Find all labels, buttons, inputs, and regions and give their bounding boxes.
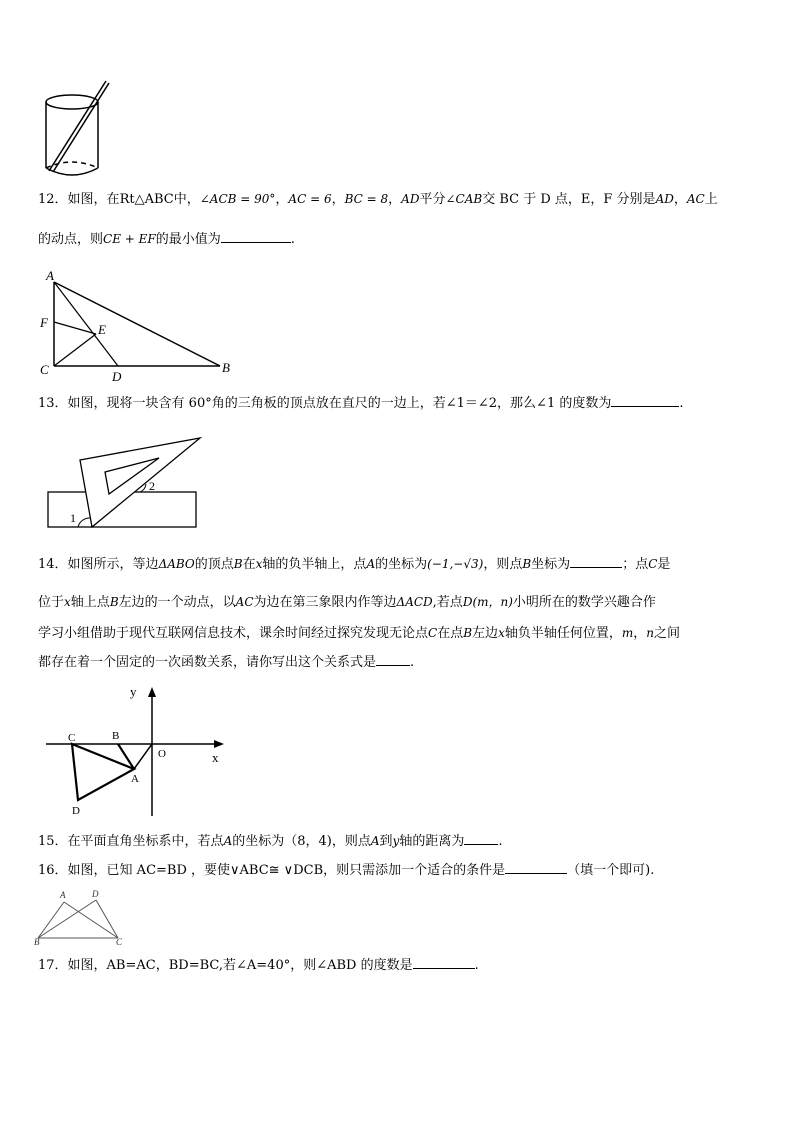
figure-14	[44, 684, 234, 820]
stick-line-2	[53, 83, 109, 172]
q14-text: 学习小组借助于现代互联网信息技术，课余时间经过探究发现无论点	[38, 626, 429, 641]
q14-text: 为边在第三象限内作等边	[253, 595, 397, 610]
q16-text: 如图，已知 AC=BD ，要使∨ABC≅ ∨DCB，则只需添加一个适合的条件是	[67, 863, 506, 878]
triangle-acd	[72, 744, 134, 800]
q17-end: .	[474, 958, 479, 973]
label-B: B	[222, 360, 230, 375]
q14-A: A	[366, 557, 376, 571]
q14-B: B	[109, 595, 119, 609]
q14-B: B	[233, 557, 243, 571]
q16-end: （填一个即可).	[567, 863, 655, 878]
question-13	[38, 389, 760, 419]
q12-text: 如图，在	[67, 192, 120, 207]
q14-text: 左边	[472, 626, 499, 641]
q14-m: m	[621, 626, 634, 640]
q15-end: .	[498, 834, 503, 849]
q14-text: 是	[657, 557, 671, 572]
q14-tri2: ΔACD	[396, 595, 433, 609]
q15-y: y	[392, 834, 400, 848]
q12-text: 平分	[419, 192, 446, 207]
q12-sep: ，	[275, 192, 289, 207]
x-axis-arrow	[214, 740, 224, 748]
q12-ad: AD	[401, 192, 420, 206]
q16-answer-blank[interactable]	[505, 859, 567, 874]
segment-ce	[54, 334, 96, 366]
q14-end: .	[410, 655, 415, 670]
q14-tri1: ΔABO	[158, 557, 195, 571]
label-y: y	[130, 684, 137, 699]
q14-D: D	[462, 595, 473, 609]
q14-text: ，则点	[483, 557, 523, 572]
label-B: B	[112, 730, 120, 742]
segment-ba	[38, 902, 64, 938]
q12-text: 的动点，则	[38, 232, 104, 247]
q16-number: 16．	[38, 863, 68, 878]
question-14-line4	[38, 648, 760, 678]
question-12	[38, 184, 760, 215]
q14-answer-blank-2[interactable]	[376, 651, 410, 666]
q14-x: x	[255, 557, 263, 571]
q12-sep: ，	[673, 192, 687, 207]
segment-ao	[134, 744, 152, 769]
q12-ad2: AD	[655, 192, 674, 206]
q14-text: 的顶点	[194, 557, 234, 572]
label-C: C	[116, 937, 123, 947]
q13-end: .	[679, 396, 684, 411]
q14-B: B	[463, 626, 473, 640]
label-B: B	[34, 937, 40, 947]
label-E: E	[98, 322, 106, 337]
q14-C: C	[648, 557, 658, 571]
label-D: D	[112, 369, 122, 384]
q14-x: x	[64, 595, 71, 609]
q13-text: 如图，现将一块含有 60°角的三角板的顶点放在直尺的一边上，若∠1＝∠2，那么∠1 的度数为	[67, 396, 612, 411]
figure-13	[46, 434, 206, 530]
q14-text: 左边的一个动点，以	[118, 595, 236, 610]
label-O: O	[158, 748, 166, 760]
q15-A: A	[370, 834, 380, 848]
q12-cond3: BC = 8	[344, 192, 389, 206]
q14-B: B	[522, 557, 532, 571]
q12-text: 交 BC 于 D 点，E，F 分别是	[482, 192, 656, 207]
q14-text: 坐标为	[531, 557, 571, 572]
label-A: A	[46, 268, 54, 283]
q12-expr: CE + EF	[103, 232, 156, 246]
label-x: x	[212, 750, 219, 765]
q12-end: .	[290, 232, 295, 247]
q12-cond1: ∠ACB = 90°	[199, 192, 276, 206]
question-12-line2	[38, 224, 760, 255]
q14-x: x	[498, 626, 505, 640]
q14-text: ；点	[622, 557, 649, 572]
q14-answer-blank-1[interactable]	[570, 553, 622, 568]
q12-sep: ，	[388, 192, 402, 207]
q14-text: 轴的负半轴上，点	[262, 557, 367, 572]
figure-12	[36, 268, 236, 384]
q17-answer-blank[interactable]	[413, 954, 475, 969]
q15-text: 的坐标为（8，4)，则点	[232, 834, 371, 849]
side-ab	[54, 282, 220, 366]
q14-text: ,若点	[432, 595, 463, 610]
q12-cond2: AC = 6	[288, 192, 332, 206]
q13-answer-blank[interactable]	[611, 392, 679, 407]
q12-text: 上	[704, 192, 718, 207]
q14-text: 的坐标为	[375, 557, 428, 572]
q15-number: 15．	[38, 834, 68, 849]
q14-text: ，	[633, 626, 647, 641]
question-14	[38, 549, 760, 580]
question-14-line3	[38, 618, 760, 649]
label-angle-2: 2	[149, 479, 155, 493]
segment-dc	[96, 900, 118, 938]
q12-ac: AC	[686, 192, 705, 206]
label-C: C	[40, 362, 49, 377]
segment-bd	[38, 900, 96, 938]
q14-text: 在	[242, 557, 256, 572]
question-17	[38, 951, 760, 981]
q14-text: 之间	[654, 626, 681, 641]
question-15	[38, 826, 760, 857]
q15-text: 在平面直角坐标系中，若点	[67, 834, 224, 849]
q12-answer-blank[interactable]	[221, 228, 291, 243]
q14-text: 如图所示，等边	[67, 557, 159, 572]
q17-number: 17．	[38, 958, 68, 973]
q14-number: 14．	[38, 557, 68, 572]
q15-A: A	[223, 834, 233, 848]
q15-answer-blank[interactable]	[464, 830, 498, 845]
q14-text: 小明所在的数学兴趣合作	[512, 595, 656, 610]
label-A: A	[131, 773, 139, 785]
label-D: D	[72, 805, 80, 817]
q13-number: 13．	[38, 396, 68, 411]
q14-text: 轴上点	[70, 595, 110, 610]
q14-text: 在点	[437, 626, 464, 641]
q12-text: 中，	[173, 192, 200, 207]
label-A: A	[60, 890, 66, 900]
q14-text: 位于	[38, 595, 65, 610]
q14-AC: AC	[235, 595, 254, 609]
segment-ac	[64, 902, 118, 938]
q14-n: n	[646, 626, 654, 640]
q14-C: C	[428, 626, 438, 640]
label-angle-1: 1	[70, 511, 76, 525]
label-C: C	[68, 732, 76, 744]
q12-text: 的最小值为	[155, 232, 221, 247]
q14-text: 轴负半轴任何位置，	[504, 626, 622, 641]
q12-cab: ∠CAB	[445, 192, 483, 206]
y-axis-arrow	[148, 687, 156, 697]
q15-text: 轴的距离为	[399, 834, 465, 849]
q14-text: 都存在着一个固定的一次函数关系，请你写出这个关系式是	[38, 655, 377, 670]
q14-mn: (m，n)	[472, 595, 513, 609]
q15-text: 到	[379, 834, 393, 849]
q17-text: 如图，AB=AC，BD=BC,若∠A=40°，则∠ABD 的度数是	[67, 958, 413, 973]
segment-ad	[54, 282, 118, 366]
q14-coord: (−1,−√3)	[427, 557, 484, 571]
question-14-line2	[38, 587, 760, 618]
q12-number: 12．	[38, 192, 68, 207]
q12-sep: ，	[331, 192, 345, 207]
label-F: F	[40, 315, 48, 330]
figure-16	[34, 888, 134, 946]
question-16	[38, 856, 760, 886]
q12-rt: Rt△ABC	[119, 192, 174, 207]
cylinder-figure	[40, 76, 120, 180]
label-D: D	[92, 889, 99, 899]
